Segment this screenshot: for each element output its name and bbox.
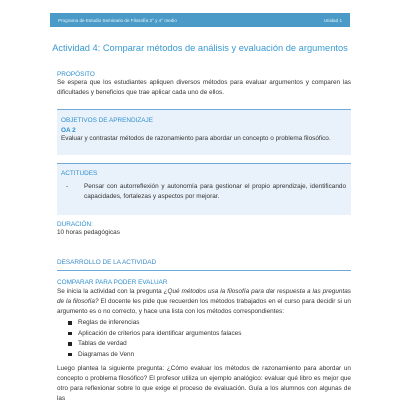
final-paragraph: Luego plantea la siguiente pregunta: ¿Cómo evaluar los métodos de razonamiento para abordar un concepto o problema filosófico? El profesor utiliza un ejemplo analógico: evaluar qué libro es mejor que otro para reflexionar sobre lo que exige el proceso de evaluación. Guía a los alumnos con algunas de las [57,365,351,402]
bullet-icon [68,332,72,336]
duracion-heading: DURACIÓN: [57,221,93,228]
proposito-heading: PROPÓSITO [57,71,95,78]
comparar-text-end: El docente les pide que recuerden los métodos trabajados en el curso para decidir si un argumento es o no correcto, y hace una lista con los métodos correspondientes: [57,298,351,315]
actitudes-dash: - [66,183,69,190]
objetivos-box [57,109,351,155]
list-item: Aplicación de criterios para identificar argumentos falaces [68,329,241,340]
bullet-icon [68,321,72,325]
actitudes-heading: ACTITUDES [61,170,98,177]
list-item: Tablas de verdad [68,339,241,350]
oa-text: Evaluar y contrastar métodos de razonamiento para abordar un concepto o problema filosófico. [61,135,331,142]
objetivos-heading: OBJETIVOS DE APRENDIZAJE [61,117,153,124]
comparar-text-start: Se inicia la actividad con la pregunta [57,288,164,295]
desarrollo-heading: DESARROLLO DE LA ACTIVIDAD [57,259,157,266]
actitudes-box [57,163,351,215]
comparar-heading: COMPARAR PARA PODER EVALUAR [57,279,168,286]
bullet-icon [68,342,72,346]
header-unit: Unidad 1 [323,17,342,23]
header-title: Programa de Estudio Seminario de Filosofía 3° y 4° medio [58,17,177,23]
page-header [50,13,350,27]
activity-title: Actividad 4: Comparar métodos de análisis y evaluación de argumentos [52,43,348,53]
duracion-text: 10 horas pedagógicas [57,229,120,236]
list-item: Diagramas de Venn [68,350,241,361]
actitudes-text: Pensar con autorreflexión y autonomía para gestionar el propio aprendizaje, identificando capacidades, fortalezas y aspectos por mejorar. [84,183,346,200]
proposito-text: Se espera que los estudiantes apliquen diversos métodos para evaluar argumentos y comparen las dificultades y beneficios que trae aplicar cada uno de ellos. [57,79,351,96]
bullet-icon [68,353,72,357]
oa-label: OA 2 [61,127,76,134]
methods-list [68,318,241,360]
list-item: Reglas de inferencias [68,318,241,329]
section-divider [57,270,351,271]
comparar-question: ¿Qué métodos usa la filosofía para dar respuesta a las preguntas de la filosofía? [57,288,351,305]
comparar-text [57,287,351,317]
